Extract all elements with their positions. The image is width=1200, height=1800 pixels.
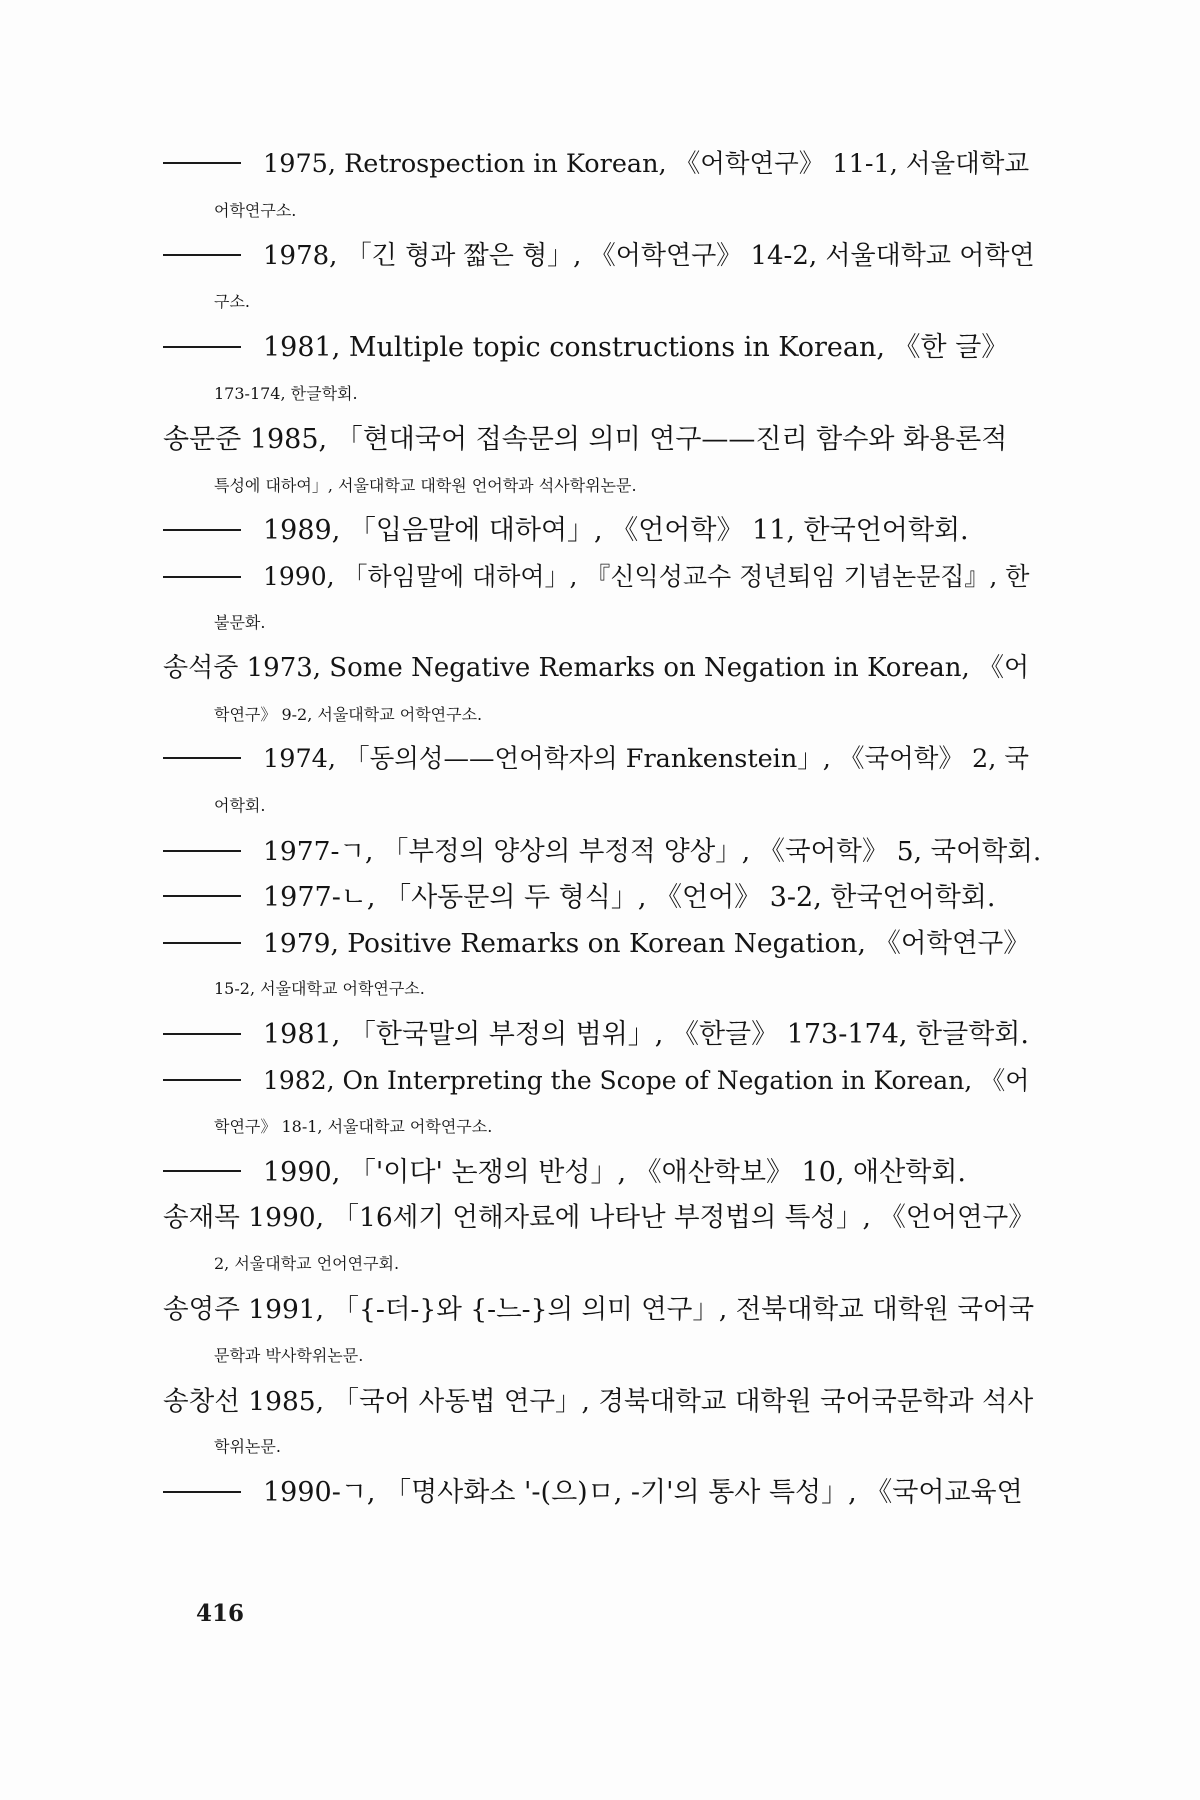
ditto-dash: [163, 942, 241, 944]
entry-text: 1975, Retrospection in Korean, 《어학연구》 11-1, 서울대학교: [263, 149, 1030, 179]
ditto-dash: [163, 1491, 241, 1493]
bibliography-entry: [163, 1287, 1041, 1379]
entry-text: 불문화.: [214, 612, 266, 632]
entry-text: 송석중 1973, Some Negative Remarks on Negation in Korean, 《어: [163, 652, 1030, 683]
bibliography-entry: [163, 142, 1041, 234]
entry-text: 송문준 1985, 「현대국어 접속문의 의미 연구——진리 함수와 화용론적: [163, 423, 1008, 455]
entry-first-line: [163, 1150, 1041, 1196]
entry-text: 어학연구소.: [214, 200, 297, 220]
entry-continuation-line: [163, 1104, 1041, 1150]
bibliography-entry: [163, 554, 1041, 646]
bibliography-entry: [163, 508, 1041, 554]
ditto-dash: [163, 757, 241, 759]
bibliography-entry: [163, 1012, 1041, 1058]
entry-first-line: [163, 1470, 1041, 1516]
entry-first-line: [163, 1195, 1041, 1241]
entry-first-line: [163, 1058, 1041, 1104]
entry-continuation-line: [163, 188, 1041, 234]
entry-text: 1981, 「한국말의 부정의 범위」, 《한글》 173-174, 한글학회.: [263, 1019, 1029, 1051]
bibliography-entry: [163, 1470, 1041, 1516]
ditto-dash: [163, 529, 241, 531]
entry-continuation-line: [163, 463, 1041, 509]
entry-text: 1977-ㄱ, 「부정의 양상의 부정적 양상」, 《국어학》 5, 국어학회.: [263, 835, 1042, 867]
entry-text: 15-2, 서울대학교 어학연구소.: [214, 979, 425, 999]
entry-text: 173-174, 한글학회.: [214, 383, 358, 403]
entry-text: 1990, 「하임말에 대하여」, 『신익성교수 정년퇴임 기념논문집』, 한: [263, 562, 1030, 592]
entry-continuation-line: [163, 966, 1041, 1012]
page-number: 416: [196, 1600, 245, 1627]
entry-continuation-line: [163, 600, 1041, 646]
entry-first-line: [163, 875, 1041, 921]
entry-continuation-line: [163, 279, 1041, 325]
entry-first-line: [163, 737, 1041, 783]
entry-continuation-line: [163, 1333, 1041, 1379]
bibliography-entry: [163, 417, 1041, 509]
bibliography-entry: [163, 1379, 1041, 1471]
bibliography-entry: [163, 325, 1041, 417]
entry-text: 1977-ㄴ, 「사동문의 두 형식」, 《언어》 3-2, 한국언어학회.: [263, 881, 996, 913]
entry-text: 학연구》 9-2, 서울대학교 어학연구소.: [214, 704, 483, 724]
bibliography-entry: [163, 921, 1041, 1013]
entry-first-line: [163, 142, 1041, 188]
entry-first-line: [163, 554, 1041, 600]
entry-text: 2, 서울대학교 언어연구회.: [214, 1254, 400, 1274]
bibliography-list: [163, 142, 1041, 1516]
entry-first-line: [163, 508, 1041, 554]
entry-continuation-line: [163, 692, 1041, 738]
bibliography-entry: [163, 829, 1041, 875]
entry-text: 1982, On Interpreting the Scope of Negation in Korean, 《어: [263, 1065, 1030, 1095]
entry-first-line: [163, 234, 1041, 280]
ditto-dash: [163, 576, 241, 578]
ditto-dash: [163, 1033, 241, 1035]
entry-text: 학연구》 18-1, 서울대학교 어학연구소.: [214, 1116, 493, 1136]
entry-text: 송영주 1991, 「{-더-}와 {-느-}의 의미 연구」, 전북대학교 대학원 국어국: [163, 1293, 1035, 1325]
bibliography-entry: [163, 1150, 1041, 1196]
bibliography-entry: [163, 234, 1041, 326]
ditto-dash: [163, 162, 241, 164]
entry-text: 송재목 1990, 「16세기 언해자료에 나타난 부정법의 특성」, 《언어연구》: [163, 1202, 1035, 1234]
ditto-dash: [163, 254, 241, 256]
entry-continuation-line: [163, 1424, 1041, 1470]
entry-first-line: [163, 417, 1041, 463]
entry-first-line: [163, 1012, 1041, 1058]
ditto-dash: [163, 895, 241, 897]
bibliography-entry: [163, 875, 1041, 921]
entry-text: 1990, 「'이다' 논쟁의 반성」, 《애산학보》 10, 애산학회.: [263, 1156, 966, 1188]
entry-first-line: [163, 921, 1041, 967]
bibliography-entry: [163, 646, 1041, 738]
bibliography-entry: [163, 737, 1041, 829]
ditto-dash: [163, 346, 241, 348]
entry-first-line: [163, 325, 1041, 371]
entry-text: 1981, Multiple topic constructions in Korean, 《한 글》: [263, 332, 1009, 364]
entry-text: 구소.: [214, 292, 250, 312]
entry-text: 1974, 「동의성——언어학자의 Frankenstein」, 《국어학》 2, 국: [263, 744, 1030, 775]
entry-continuation-line: [163, 371, 1041, 417]
entry-continuation-line: [163, 783, 1041, 829]
entry-first-line: [163, 829, 1041, 875]
entry-text: 어학회.: [214, 796, 266, 816]
entry-text: 학위논문.: [214, 1437, 281, 1457]
entry-text: 1990-ㄱ, 「명사화소 '-(으)ㅁ, -기'의 통사 특성」, 《국어교육연: [263, 1477, 1023, 1509]
entry-continuation-line: [163, 1241, 1041, 1287]
entry-text: 문학과 박사학위논문.: [214, 1345, 364, 1365]
ditto-dash: [163, 1170, 241, 1172]
entry-text: 1989, 「입음말에 대하여」, 《언어학》 11, 한국언어학회.: [263, 515, 969, 547]
entry-text: 송창선 1985, 「국어 사동법 연구」, 경북대학교 대학원 국어국문학과 석사: [163, 1385, 1034, 1417]
bibliography-entry: [163, 1195, 1041, 1287]
ditto-dash: [163, 1079, 241, 1081]
entry-text: 1979, Positive Remarks on Korean Negation, 《어학연구》: [263, 927, 1030, 959]
entry-first-line: [163, 1287, 1041, 1333]
entry-first-line: [163, 1379, 1041, 1425]
bibliography-entry: [163, 1058, 1041, 1150]
entry-text: 특성에 대하여」, 서울대학교 대학원 언어학과 석사학위논문.: [214, 475, 637, 495]
entry-first-line: [163, 646, 1041, 692]
ditto-dash: [163, 850, 241, 852]
entry-text: 1978, 「긴 형과 짧은 형」, 《어학연구》 14-2, 서울대학교 어학연: [263, 240, 1035, 271]
